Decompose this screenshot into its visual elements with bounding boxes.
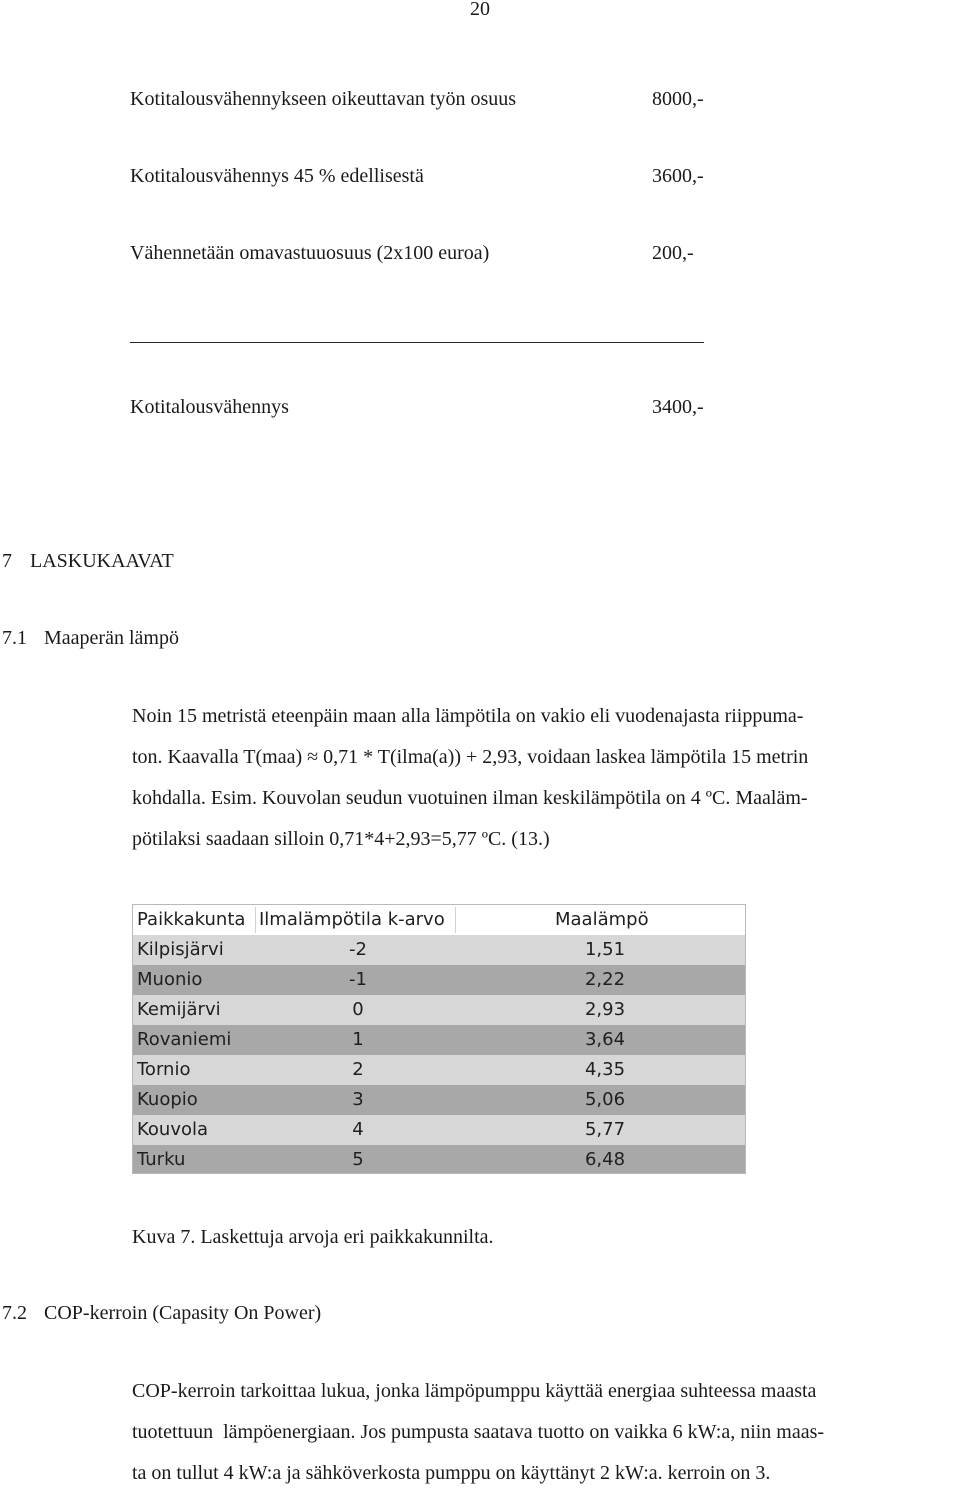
section-title: Maaperän lämpö bbox=[44, 627, 179, 649]
calc-row-label: Kotitalousvähennykseen oikeuttavan työn osuus bbox=[130, 88, 517, 110]
calc-row-label: Vähennetään omavastuuosuus (2x100 euroa) bbox=[130, 242, 490, 264]
paragraph-line: Noin 15 metristä eteenpäin maan alla lämpötila on vakio eli vuodenajasta riippuma- bbox=[132, 705, 804, 727]
cell-ground-heat: 5,06 bbox=[584, 1089, 626, 1110]
table-header bbox=[133, 905, 745, 936]
calc-row-label: Kotitalousvähennys 45 % edellisestä bbox=[130, 165, 424, 187]
paragraph-line: COP-kerroin tarkoittaa lukua, jonka lämpöpumppu käyttää energiaa suhteessa maasta bbox=[132, 1380, 817, 1402]
cell-ground-heat: 2,93 bbox=[584, 999, 626, 1020]
cell-location: Kemijärvi bbox=[137, 999, 221, 1020]
table-row bbox=[133, 1055, 745, 1085]
calc-row-value: 200,- bbox=[652, 242, 694, 264]
cell-air-temp: 2 bbox=[352, 1059, 364, 1080]
table-row bbox=[133, 1085, 745, 1115]
column-divider bbox=[255, 907, 256, 933]
table-row bbox=[133, 935, 745, 965]
paragraph-line: pötilaksi saadaan silloin 0,71*4+2,93=5,77 ºC. (13.) bbox=[132, 828, 550, 850]
column-header-location: Paikkakunta bbox=[137, 909, 246, 930]
chapter-title: LASKUKAAVAT bbox=[30, 550, 174, 572]
cell-location: Rovaniemi bbox=[137, 1029, 232, 1050]
cell-ground-heat: 5,77 bbox=[584, 1119, 626, 1140]
cell-location: Kilpisjärvi bbox=[137, 939, 224, 960]
paragraph-line: tuotettuun lämpöenergiaan. Jos pumpusta saatava tuotto on vaikka 6 kW:a, niin maas- bbox=[132, 1421, 825, 1443]
paragraph-line: kohdalla. Esim. Kouvolan seudun vuotuinen ilman keskilämpötila on 4 ºC. Maaläm- bbox=[132, 787, 808, 809]
cell-ground-heat: 1,51 bbox=[584, 939, 626, 960]
section-number: 7.2 bbox=[2, 1302, 27, 1324]
sum-divider-line bbox=[130, 342, 704, 343]
cell-ground-heat: 6,48 bbox=[584, 1149, 626, 1170]
cell-air-temp: 3 bbox=[352, 1089, 364, 1110]
cell-air-temp: 1 bbox=[352, 1029, 364, 1050]
calc-total-label: Kotitalousvähennys bbox=[130, 396, 289, 418]
cell-ground-heat: 4,35 bbox=[584, 1059, 626, 1080]
cell-ground-heat: 3,64 bbox=[584, 1029, 626, 1050]
cell-air-temp: -2 bbox=[349, 939, 367, 960]
cell-location: Kuopio bbox=[137, 1089, 198, 1110]
cell-air-temp: 5 bbox=[352, 1149, 364, 1170]
column-header-air-temp: Ilmalämpötila k-arvo bbox=[259, 909, 445, 930]
cell-location: Muonio bbox=[137, 969, 203, 990]
table-row bbox=[133, 1145, 745, 1173]
calc-row-value: 3600,- bbox=[652, 165, 704, 187]
table-row bbox=[133, 1115, 745, 1145]
cell-location: Tornio bbox=[137, 1059, 191, 1080]
table-row bbox=[133, 965, 745, 995]
chapter-number: 7 bbox=[2, 550, 12, 572]
calc-total-value: 3400,- bbox=[652, 396, 704, 418]
cell-air-temp: -1 bbox=[349, 969, 367, 990]
cell-ground-heat: 2,22 bbox=[584, 969, 626, 990]
table-row bbox=[133, 995, 745, 1025]
section-title: COP-kerroin (Capasity On Power) bbox=[44, 1302, 322, 1324]
section-number: 7.1 bbox=[2, 627, 27, 649]
table-row bbox=[133, 1025, 745, 1055]
paragraph-line: ton. Kaavalla T(maa) ≈ 0,71 * T(ilma(a)) + 2,93, voidaan laskea lämpötila 15 metrin bbox=[132, 746, 809, 768]
cell-air-temp: 0 bbox=[352, 999, 364, 1020]
cell-location: Turku bbox=[137, 1149, 186, 1170]
calc-row-value: 8000,- bbox=[652, 88, 704, 110]
column-header-ground-heat: Maalämpö bbox=[555, 909, 649, 930]
cell-location: Kouvola bbox=[137, 1119, 209, 1140]
ground-temperature-table bbox=[132, 904, 746, 1174]
cell-air-temp: 4 bbox=[352, 1119, 364, 1140]
figure-caption: Kuva 7. Laskettuja arvoja eri paikkakunnilta. bbox=[132, 1226, 494, 1248]
page-number: 20 bbox=[470, 0, 490, 20]
column-divider bbox=[455, 907, 456, 933]
paragraph-line: ta on tullut 4 kW:a ja sähköverkosta pumppu on käyttänyt 2 kW:a. kerroin on 3. bbox=[132, 1462, 771, 1484]
